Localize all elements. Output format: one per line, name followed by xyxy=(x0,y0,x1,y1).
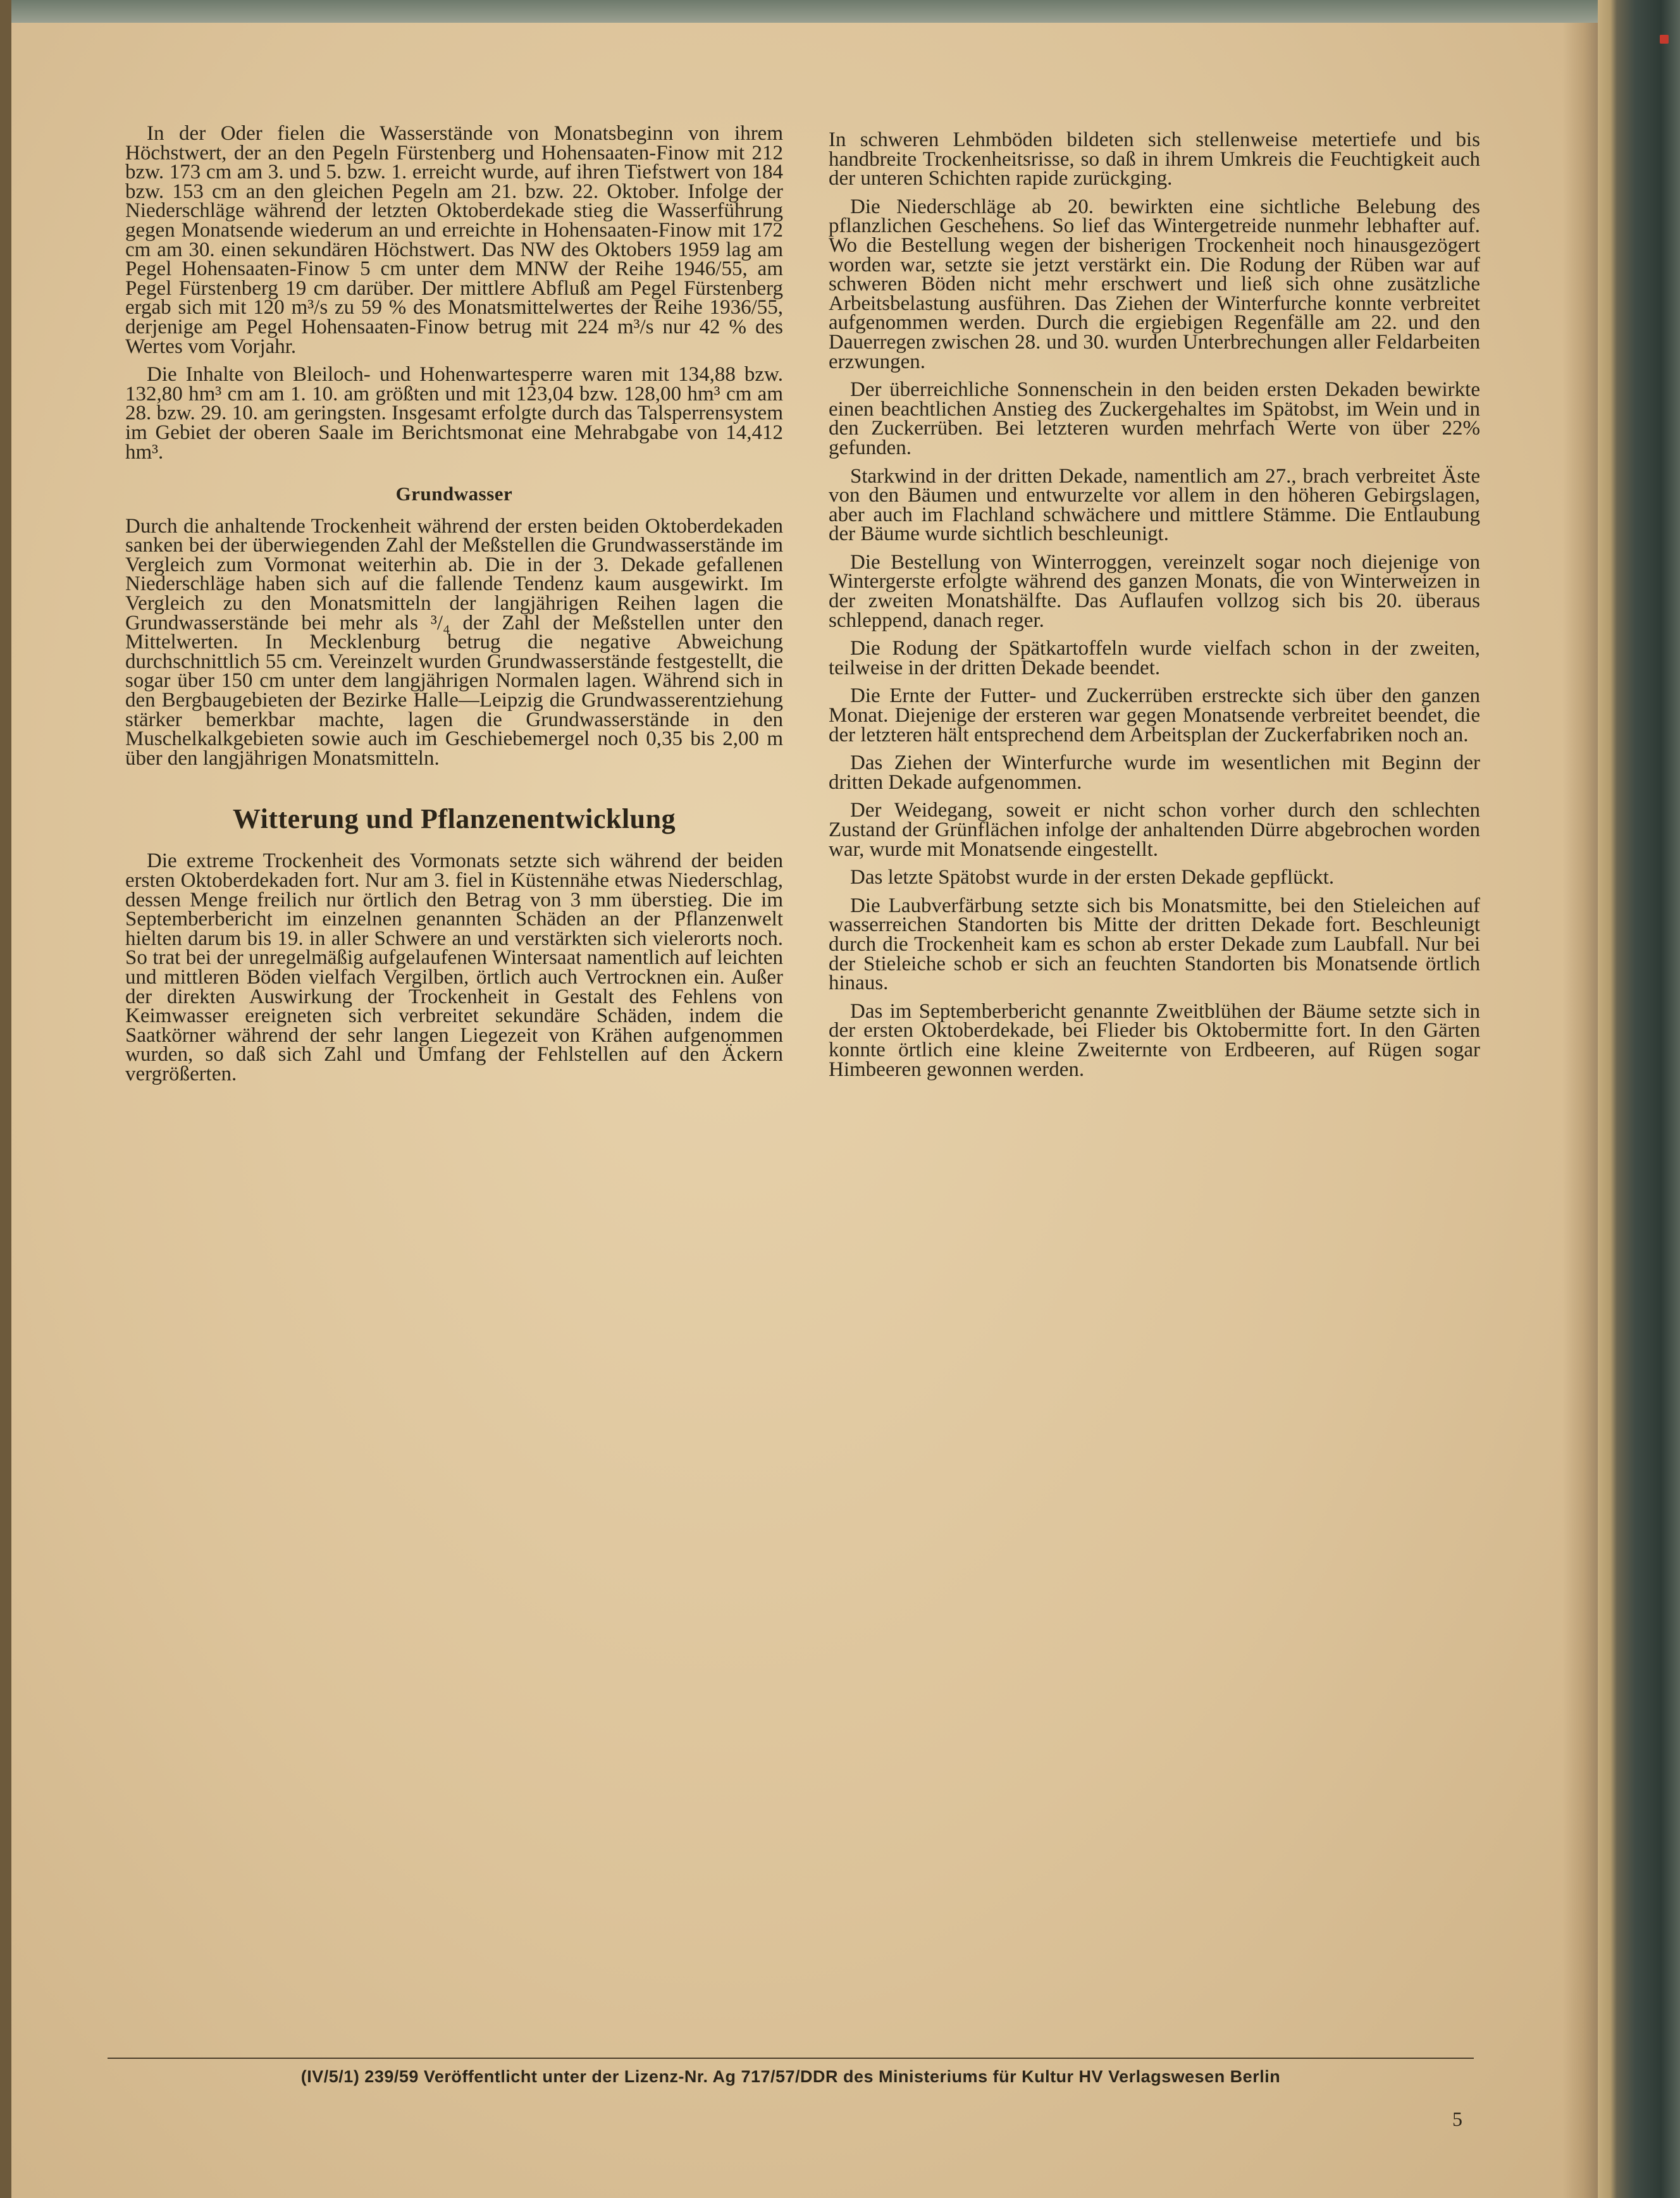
paragraph-grundwasser: Durch die anhaltende Trockenheit während der ersten beiden Oktoberdekaden sanken bei der überwiegenden Zahl der Meßstellen die Grundwasserstände im Vergleich zum Vormonat weiterhin ab. Die in der 3. Dekade gefallenen Niederschläge haben sich auf die fallende Tendenz kaum ausgewirkt. Im Vergleich zu den Monatsmitteln der langjährigen Reihen lagen die Grundwasserstände bei mehr als ³/₄ der Zahl der Meßstellen unter den Mittelwerten. In Mecklenburg betrug die negative Abweichung durchschnittlich 55 cm. Vereinzelt wurden Grundwasserstände festgestellt, die sogar über 150 cm unter dem langjährigen Normalen lagen. Während sich in den Bergbaugebieten der Bezirke Halle—Leipzig die Grundwasserentziehung stärker bemerkbar machte, lagen die Grundwasserstände in den Muschelkalkgebieten sowie auch im Geschiebemergel noch 0,35 bis 2,00 m über den langjährigen Monatsmitteln. xyxy=(125,514,783,770)
page-edge-shadow xyxy=(1562,23,1598,2198)
paragraph-lehmboeden: In schweren Lehmböden bildeten sich stellenweise metertiefe und bis handbreite Trockenheitsrisse, so daß in ihrem Umkreis die Feuchtigkeit auch der unteren Schichten rapide zurückging. xyxy=(829,128,1480,190)
paragraph-oder: In der Oder fielen die Wasserstände von Monatsbeginn von ihrem Höchstwert, der an den Pegeln Fürstenberg und Hohensaaten-Finow mit 212 bzw. 173 cm am 3. und 5. bzw. 1. erreicht wurde, auf ihren Tiefstwert von 184 bzw. 153 cm an den gleichen Pegeln am 21. bzw. 22. Oktober. Infolge der Niederschläge während der letzten Oktoberdekade stieg die Wasserführung gegen Monatsende wiederum an und erreichte in Hohensaaten-Finow mit 172 cm am 30. einen sekundären Höchstwert. Das NW des Oktobers 1959 lag am Pegel Hohensaaten-Finow 5 cm unter dem MNW der Reihe 1946/55, am Pegel Fürstenberg 19 cm darüber. Der mittlere Abfluß am Pegel Fürstenberg ergab sich mit 120 m³/s zu 59 % des Monatsmittelwertes der Reihe 1936/55, derjenige am Pegel Hohensaaten-Finow betrug mit 224 m³/s nur 42 % des Wertes vom Vorjahr. xyxy=(125,122,783,358)
paragraph-laubverfaerbung: Die Laubverfärbung setzte sich bis Monatsmitte, bei den Stieleichen auf wasserreichen Standorten bis Mitte der dritten Dekade fort. Beschleunigt durch die Trockenheit kam es schon ab erster Dekade zum Laubfall. Nur bei der Stieleiche schob er sich an feuchten Standorten bis Monatsende örtlich hinaus. xyxy=(829,894,1480,995)
paragraph-zweitbluehen: Das im Septemberbericht genannte Zweitblühen der Bäume setzte sich in der ersten Oktoberdekade, bei Flieder bis Oktobermitte fort. In den Gärten konnte örtlich eine kleine Zweiternte von Erdbeeren, auf Rügen sogar Himbeeren gewonnen werden. xyxy=(829,999,1480,1081)
paragraph-spaetobst: Das letzte Spätobst wurde in der ersten Dekade gepflückt. xyxy=(850,866,1335,889)
subheading-grundwasser: Grundwasser xyxy=(395,483,513,505)
paragraph-bestellung: Die Bestellung von Winterroggen, vereinzelt sogar noch diejenige von Wintergerste erfolgte während des ganzen Monats, die von Winterweizen in der zweiten Monatshälfte. Das Auflaufen vollzog sich bis 20. überaus schleppend, danach reger. xyxy=(829,550,1480,632)
section-title-witterung: Witterung und Pflanzenentwicklung xyxy=(232,803,676,835)
book-spine xyxy=(1598,0,1680,2198)
paragraph-talsperren: Die Inhalte von Bleiloch- und Hohenwartesperre waren mit 134,88 bzw. 132,80 hm³ cm am 1. 10. am größten und mit 123,04 bzw. 128,00 hm³ cm am 28. bzw. 29. 10. am geringsten. Insgesamt erfolgte durch das Talsperrensystem im Gebiet der oberen Saale im Berichtsmonat eine Mehrabgabe von 14,412 hm³. xyxy=(125,363,783,464)
right-column xyxy=(829,130,1480,1088)
page-number: 5 xyxy=(1452,2108,1462,2130)
left-column xyxy=(125,124,783,1093)
footer-imprint: (IV/5/1) 239/59 Veröffentlicht unter der Lizenz-Nr. Ag 717/57/DDR des Ministeriums für Kultur HV Verlagswesen Berlin xyxy=(300,2067,1281,2086)
spine-marker xyxy=(1660,35,1669,44)
paragraph-weidegang: Der Weidegang, soweit er nicht schon vorher durch den schlechten Zustand der Grünflächen infolge der anhaltenden Dürre abgebrochen worden war, wurde mit Monatsende eingestellt. xyxy=(829,799,1480,861)
footer-rule xyxy=(108,2058,1474,2059)
paragraph-sonnenschein: Der überreichliche Sonnenschein in den beiden ersten Dekaden bewirkte einen beachtlichen Anstieg des Zuckergehaltes im Spätobst, im Wein und in den Zuckerrüben. Bei letzteren wurden mehrfach Werte von über 22% gefunden. xyxy=(829,378,1480,459)
paragraph-winterfurche: Das Ziehen der Winterfurche wurde im wesentlichen mit Beginn der dritten Dekade aufgenommen. xyxy=(829,751,1480,794)
paragraph-trockenheit: Die extreme Trockenheit des Vormonats setzte sich während der beiden ersten Oktoberdekaden fort. Nur am 3. fiel in Küstennähe etwas Niederschlag, dessen Menge freilich nur örtlich den Betrag von 3 mm überstieg. Die im Septemberbericht im einzelnen genannten Schäden an der Pflanzenwelt hielten darum bis 19. in aller Schwere an und verstärkten sich vielerorts noch. So trat bei der unregelmäßig aufgelaufenen Wintersaat namentlich auf leichten und mittleren Böden vielfach Vergilben, örtlich auch Vertrocknen ein. Außer der direkten Auswirkung der Trockenheit in Gestalt des Fehlens von Keimwasser ereigneten sich verbreitet sekundäre Schäden, indem die Saatkörner während der sehr langen Liegezeit von Krähen aufgenommen wurden, so daß sich Zahl und Umfang der Fehlstellen auf den Äckern vergrößerten. xyxy=(125,849,783,1085)
paragraph-starkwind: Starkwind in der dritten Dekade, namentlich am 27., brach verbreitet Äste von den Bäumen und entwurzelte vor allem in den höheren Gebirgslagen, aber auch im Flachland schwächere und mittlere Stämme. Die Entlaubung der Bäume wurde sichtlich beschleunigt. xyxy=(829,464,1480,546)
scan-background-top xyxy=(0,0,1680,23)
paragraph-rodung: Die Rodung der Spätkartoffeln wurde vielfach schon in der zweiten, teilweise in der dritten Dekade beendet. xyxy=(829,637,1480,679)
paragraph-ernte: Die Ernte der Futter- und Zuckerrüben erstreckte sich über den ganzen Monat. Diejenige der ersteren war gegen Monatsende verbreitet beendet, die der letzteren hält entsprechend dem Arbeitsplan der Zuckerfabriken noch an. xyxy=(829,684,1480,746)
paragraph-niederschlaege: Die Niederschläge ab 20. bewirkten eine sichtliche Belebung des pflanzlichen Geschehens. So lief das Wintergetreide nunmehr lebhafter auf. Wo die Bestellung wegen der bisherigen Trockenheit noch hinausgezögert worden war, setzte sie jetzt verstärkt ein. Die Rodung der Rüben war auf schweren Böden nicht mehr erschwert und ließ sich ohne zusätzliche Arbeitsbelastung ausführen. Das Ziehen der Winterfurche konnte verbreitet aufgenommen werden. Durch die ergiebigen Regenfälle am 22. und den Dauerregen zwischen 28. und 30. wurden Unterbrechungen aller Feldarbeiten erzwungen. xyxy=(829,195,1480,373)
scan-background-left xyxy=(0,0,11,2198)
